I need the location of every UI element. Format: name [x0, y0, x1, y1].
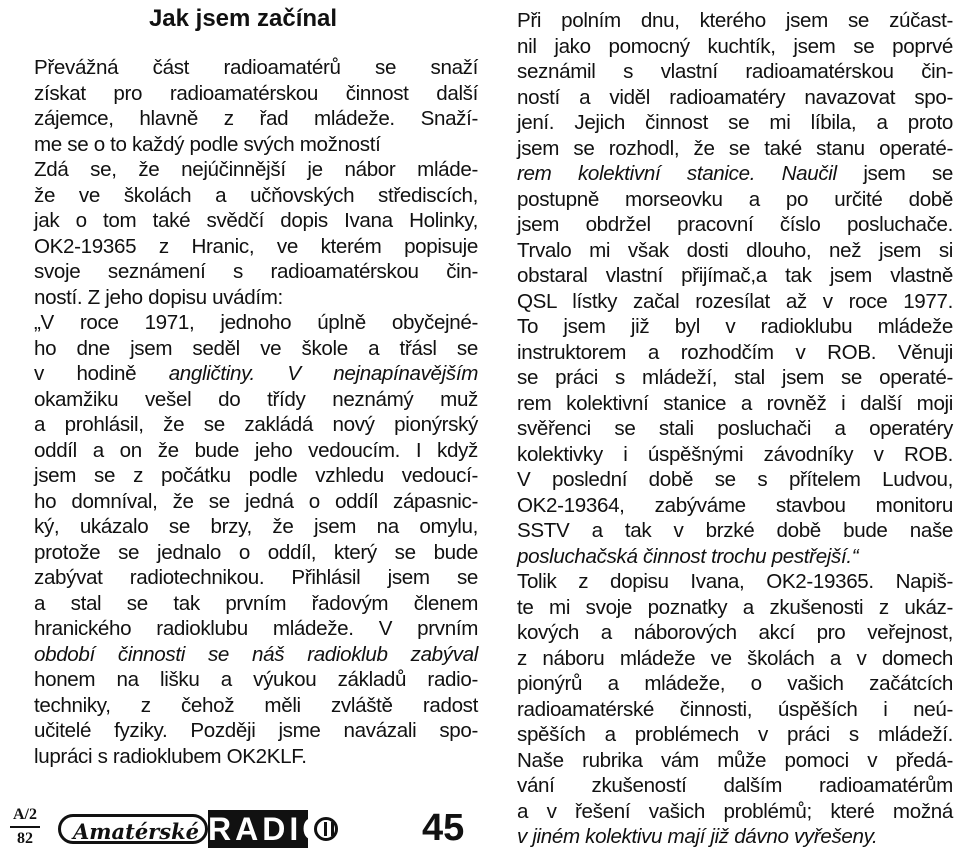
text-line: lupráci s radioklubem OK2KLF. — [34, 744, 307, 768]
text-line: ností. Z jeho dopisu uvádím: — [34, 285, 283, 309]
text-line: oddíl a on že bude jeho vedoucím. I když — [34, 438, 478, 462]
text-line: rem kolektivní stanice. Naučil jsem se — [517, 162, 954, 185]
paragraph-nabor — [8, 157, 478, 310]
text-line: jsem se rozhodl, že se také stanu operaté- — [517, 136, 953, 160]
text-line: ností a viděl radioamatéry navazovat spo- — [517, 85, 953, 109]
text-line: získat pro radioamatérskou činnost další — [34, 81, 478, 105]
text-line: z náboru mládeže ve školách a v domech — [517, 646, 953, 670]
text-line: Naše rubrika vám může pomoci v předá- — [517, 748, 953, 772]
masthead-logo — [58, 808, 338, 848]
text-line: protože se jednalo o oddíl, který se bude — [34, 540, 478, 564]
text-line: že ve školách a učňovských střediscích, — [34, 183, 478, 207]
text-line: nil jako pomocný kuchtík, jsem se poprvé — [517, 34, 953, 58]
text-line: učitelé fyziky. Později jsme navázali spo- — [34, 719, 478, 742]
paragraph-letter-end — [491, 8, 953, 569]
text-line: svoje seznámení s radioamatérskou čin- — [34, 260, 478, 283]
text-line: posluchačská činnost trochu pestřejší.“ — [517, 544, 859, 568]
issue-divider — [10, 826, 40, 828]
left-column — [8, 0, 478, 769]
text-line: te mi svoje poznatky a zkušenosti z ukáz- — [517, 595, 953, 619]
paragraph-closing — [491, 569, 953, 850]
text-line: OK2-19365 z Hranic, ve kterém popisuje — [34, 234, 478, 258]
text-line: ho dne jsem seděl ve škole a třásl se — [34, 336, 478, 360]
text-line: jsem se z počátku podle vzhledu vedoucí- — [34, 464, 478, 487]
text-line: QSL lístky začal rozesílat až v roce 1977. — [517, 289, 953, 313]
text-line: a prohlásil, že se zakládá nový pionýrský — [34, 413, 478, 436]
text-line: Převážná část radioamatérů se snaží — [34, 56, 478, 79]
paragraph-letter-start — [8, 310, 478, 769]
text-line: ký, ukázalo se brzy, že jsem na omylu, — [34, 515, 478, 538]
paragraph-intro — [8, 55, 478, 157]
text-line: Trvalo mi však dosti dlouho, než jsem si — [517, 238, 953, 262]
text-line: instruktorem a rozhodčím v ROB. Věnuji — [517, 340, 953, 364]
text-line: jení. Jejich činnost se mi líbila, a proto — [517, 111, 953, 134]
right-column — [491, 8, 953, 850]
text-line: Při polním dnu, kterého jsem se zúčast- — [517, 9, 953, 32]
text-line: zabývat radiotechnikou. Přihlásil jsem se — [34, 566, 478, 589]
text-line: jak o tom také svědčí dopis Ivana Holinky, — [34, 209, 478, 232]
issue-label: A/2 — [13, 806, 37, 823]
text-line: honem na lišku a výukou základů radio- — [34, 668, 478, 691]
text-line: období činnosti se náš radioklub zabýval — [34, 642, 479, 666]
text-line: a stal se tak prvním řadovým členem — [34, 591, 478, 615]
text-line: Zdá se, že nejúčinnější je nábor mláde- — [34, 158, 478, 181]
masthead-script: Amatérské — [58, 814, 208, 844]
text-line: To jsem již byl v radioklubu mládeže — [517, 315, 953, 338]
text-line: obstaral vlastní přijímač,a tak jsem vlastně — [517, 264, 953, 287]
text-line: „V roce 1971, jednoho úplně obyčejné- — [34, 311, 478, 334]
text-line: ho domníval, že se jedná o oddíl zápasnic- — [34, 489, 478, 513]
masthead-block: RADIO — [208, 811, 332, 847]
text-line: a v řešení vašich problémů; které možná — [517, 799, 953, 823]
text-line: rem kolektivní stanice a rovněž i další moji — [517, 391, 953, 415]
text-line: zájemce, hlavně z řad mládeže. Snaží- — [34, 107, 478, 130]
text-line: se práci s mládeží, stal jsem se operaté- — [517, 366, 953, 389]
text-line: radioamatérské činnosti, úspěších i neú- — [517, 697, 953, 721]
text-line: spěších a problémech v práci s mládeží. — [517, 723, 953, 746]
text-line: OK2-19364, zabýváme stavbou monitoru — [517, 493, 953, 517]
article-title: Jak jsem začínal — [148, 5, 338, 32]
text-line: svěřenci se stali posluchači a operatéry — [517, 417, 953, 440]
emblem-icon — [314, 817, 338, 841]
text-line: techniky, z čehož měli zvláště radost — [34, 693, 478, 717]
text-line: okamžiku vešel do třídy neznámý muž — [34, 387, 478, 411]
text-line: me se o to každý podle svých možností — [34, 132, 381, 156]
text-line: v hodině angličtiny. V nejnapínavějším — [34, 362, 478, 385]
issue-number — [10, 806, 40, 848]
text-line: vání zkušeností dalším radioamatérům — [517, 774, 953, 797]
text-line: kových a náborových akcí pro veřejnost, — [517, 621, 953, 644]
issue-year: 82 — [17, 830, 33, 847]
text-line: pionýrů a mládeže, o vašich začátcích — [517, 672, 953, 695]
text-line: V poslední době se s přítelem Ludvou, — [517, 468, 953, 491]
text-line: hranického radioklubu mládeže. V prvním — [34, 617, 478, 640]
text-line: postupně morseovku a po určité době — [517, 187, 953, 211]
text-line: Tolik z dopisu Ivana, OK2-19365. Napiš- — [517, 570, 953, 593]
text-line: SSTV a tak v brzké době bude naše — [517, 519, 953, 542]
text-line: seznámil s vlastní radioamatérskou čin- — [517, 60, 953, 83]
text-line: kolektivky i úspěšnými závodníky v ROB. — [517, 442, 953, 466]
text-line: jsem obdržel pracovní číslo posluchače. — [517, 213, 953, 236]
page-number: 45 — [422, 807, 465, 849]
text-line: v jiném kolektivu mají již dávno vyřešeny. — [517, 825, 878, 848]
page-footer — [10, 800, 480, 854]
